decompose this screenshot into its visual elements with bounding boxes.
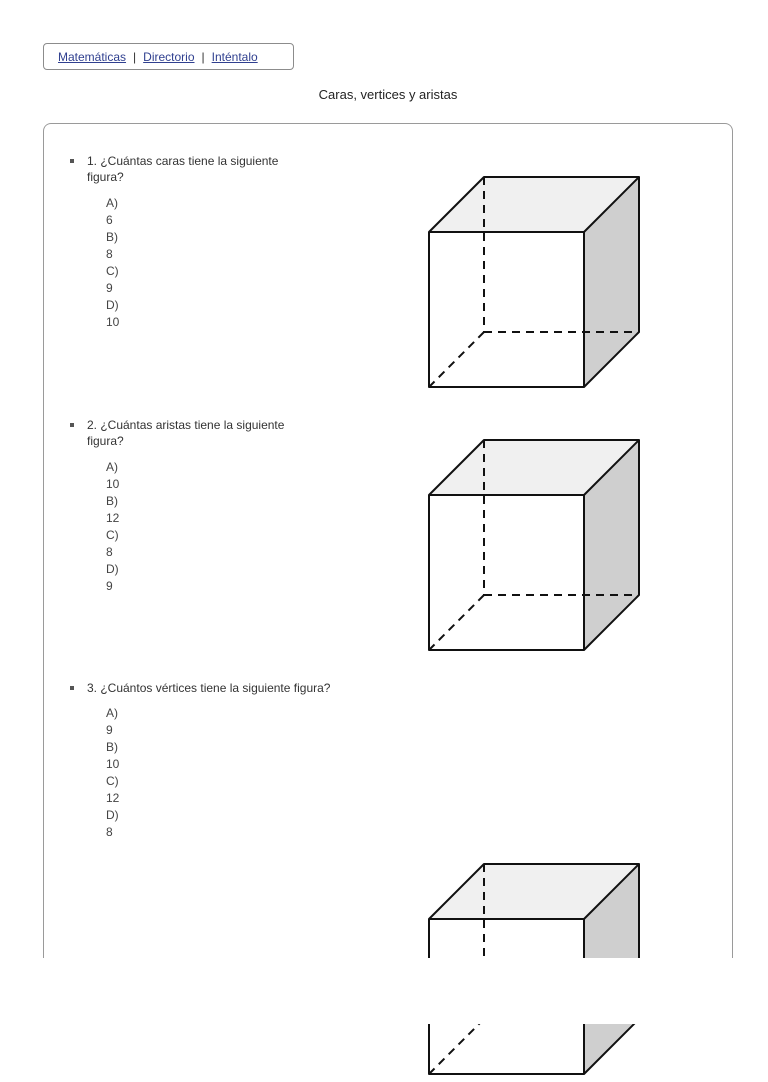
nav-link-matematicas[interactable]: Matemáticas [58, 49, 127, 64]
answer-option: C) 9 [106, 264, 119, 295]
page-title: Caras, vertices y aristas [318, 87, 458, 102]
answer-option: C) 8 [106, 528, 119, 559]
question-line: 1. ¿Cuántas caras tiene la siguiente [87, 154, 279, 168]
question-text [87, 680, 417, 696]
nav-link-intentalo[interactable]: Inténtalo [211, 49, 258, 64]
answer-option: D) 9 [106, 562, 119, 593]
answer-option: A) 6 [106, 196, 118, 227]
answer-option: D) 10 [106, 298, 120, 329]
bullet-icon [70, 159, 74, 163]
question-text [87, 153, 347, 185]
cube-icon [420, 170, 650, 395]
answer-options [106, 459, 119, 595]
answer-option: B) 8 [106, 230, 118, 261]
nav-separator: | [201, 49, 205, 64]
answer-option: A) 10 [106, 460, 120, 491]
question-line: 2. ¿Cuántas aristas tiene la siguiente [87, 418, 285, 432]
question-line: figura? [87, 434, 124, 448]
answer-option: C) 12 [106, 774, 120, 805]
nav-link-directorio[interactable]: Directorio [143, 49, 195, 64]
answer-options [106, 705, 119, 841]
answer-option: B) 10 [106, 740, 120, 771]
breadcrumb-nav [43, 43, 294, 70]
answer-options [106, 195, 119, 331]
cube-icon [420, 433, 650, 658]
answer-option: D) 8 [106, 808, 119, 839]
page-bottom [0, 958, 768, 1024]
question-line: 3. ¿Cuántos vértices tiene la siguiente figura? [87, 681, 331, 695]
answer-option: B) 12 [106, 494, 120, 525]
nav-separator: | [133, 49, 137, 64]
answer-option: A) 9 [106, 706, 118, 737]
question-line: figura? [87, 170, 124, 184]
question-text [87, 417, 347, 449]
bullet-icon [70, 423, 74, 427]
bullet-icon [70, 686, 74, 690]
